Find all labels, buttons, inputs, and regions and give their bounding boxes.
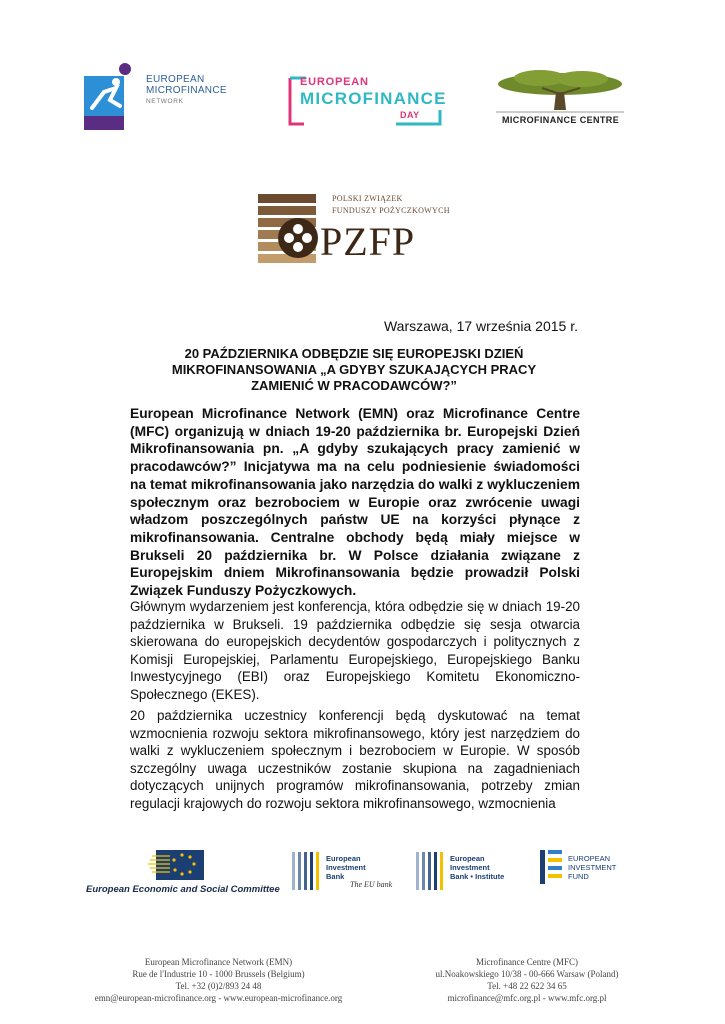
eif-emblem-icon — [538, 848, 566, 898]
eib-logo — [290, 850, 400, 894]
headline — [130, 346, 578, 394]
eib-logo-line3: Bank — [326, 872, 345, 881]
emn-emblem-icon — [80, 62, 142, 132]
eib-logo-text — [326, 854, 366, 881]
tree-icon — [490, 66, 630, 114]
eib-tagline: The EU bank — [350, 880, 393, 889]
emn-logo-text — [146, 74, 227, 107]
footer-emn-phone: Tel. +32 (0)2/893 24 48 — [175, 981, 262, 991]
headline-line3: ZAMIENIĆ W PRACODAWCÓW?” — [251, 378, 457, 393]
mfc-logo — [490, 66, 630, 132]
footer-mfc-name: Microfinance Centre (MFC) — [476, 957, 578, 967]
eibi-logo-text — [450, 854, 504, 881]
emn-logo — [80, 62, 230, 132]
headline-line2: MIKROFINANSOWANIA „A GDYBY SZUKAJĄCYCH PRACY — [171, 362, 537, 377]
eib-stripes-icon — [290, 850, 324, 894]
footer-emn-name: European Microfinance Network (EMN) — [144, 957, 293, 967]
lead-paragraph: European Microfinance Network (EMN) oraz Microfinance Centre (MFC) organizują w dniach 19-20 października br. Europejski Dzień Mikrofinansowania pn. „A gdyby szukających pracy zamienić w pracodawców?” Inicjatywa ma na celu podniesienie świadomości na temat mikrofinansowania jako narzędzia do walki z wykluczeniem społecznym oraz bezrobociem w Europie oraz zwrócenie uwagi władzom poszczególnych państw UE na korzyści płynące z mikrofinansowania. Centralne obchody będą miały miejsce w Brukseli 20 października br. W Polsce działania związane z Europejskim dniem Mikrofinansowania będzie prowadził Polski Związek Funduszy Pożyczkowych. — [130, 406, 580, 599]
pzfp-logo — [258, 190, 458, 270]
emd-logo — [286, 72, 446, 130]
footer-mfc-address — [418, 956, 636, 1004]
emd-logo-line2: MICROFINANCE — [300, 89, 447, 108]
emn-logo-line1: EUROPEAN — [146, 74, 205, 85]
footer-mfc-contact: microfinance@mfc.org.pl - www.mfc.org.pl — [447, 993, 607, 1003]
document-date: Warszawa, 17 września 2015 r. — [383, 318, 578, 334]
eif-logo-line2: INVESTMENT — [568, 863, 617, 872]
eesc-logo — [86, 846, 280, 898]
eif-logo-line1: EUROPEAN — [568, 854, 611, 863]
mfc-logo-text: MICROFINANCE CENTRE — [502, 115, 620, 125]
emn-logo-line2: MICROFINANCE — [146, 85, 227, 96]
eif-logo-line3: FUND — [568, 872, 589, 881]
eibi-logo-line3: Bank • Institute — [450, 872, 505, 881]
eib-institute-logo — [414, 850, 524, 894]
footer-mfc-street: ul.Noakowskiego 10/38 - 00-666 Warsaw (Poland) — [435, 969, 619, 979]
footer-emn-street: Rue de l'Industrie 10 - 1000 Brussels (Belgium) — [132, 969, 305, 979]
body-paragraph: 20 października uczestnicy konferencji będą dyskutować na temat wzmocnienia rozwoju sektora mikrofinansowego, który jest narzędziem do walki z wykluczeniem społecznym i bezrobociem w Europie. W sposób szczególny uwaga uczestników zostanie skupiona na zagadnieniach dotyczących unijnych programów mikrofinansowania, potrzeby zmian regulacji krajowych do rozwoju sektora mikrofinansowego, wzmocnienia — [130, 708, 580, 811]
footer-emn-address — [86, 956, 351, 1004]
pzfp-logo-line1: POLSKI ZWIĄZEK — [332, 194, 403, 203]
eibi-logo-line2: Investment — [450, 863, 490, 872]
pzfp-logo-abbr: PZFP — [320, 219, 416, 264]
eib-logo-line1: European — [326, 854, 361, 863]
eif-logo-text — [568, 854, 616, 881]
footer-emn-contact: emn@european-microfinance.org - www.european-microfinance.org — [94, 993, 343, 1003]
eesc-emblem-icon — [86, 846, 276, 882]
eib-logo-line2: Investment — [326, 863, 366, 872]
footer-mfc-phone: Tel. +48 22 622 34 65 — [487, 981, 567, 991]
emn-logo-line3: NETWORK — [146, 98, 184, 105]
eibi-stripes-icon — [414, 850, 448, 894]
emd-logo-line1: EUROPEAN — [300, 76, 369, 88]
eif-logo — [538, 848, 638, 902]
pzfp-emblem-icon — [258, 194, 320, 270]
eesc-logo-caption: European Economic and Social Committee — [86, 884, 280, 895]
body-paragraph: Głównym wydarzeniem jest konferencja, która odbędzie się w dniach 19-20 października w Brukseli. 19 października odbędzie się sesja otwarcia skierowana do europejskich decydentów gospodarczych i politycznych z Komisji Europejskiej, Parlamentu Europejskiego, Europejskiego Banku Inwestycyjnego (EBI) oraz Europejskiego Komitetu Ekonomiczno-Społecznego (EKES). — [130, 599, 580, 702]
pzfp-logo-line2: FUNDUSZY POŻYCZKOWYCH — [332, 206, 450, 215]
headline-line1: 20 PAŹDZIERNIKA ODBĘDZIE SIĘ EUROPEJSKI DZIEŃ — [184, 346, 524, 361]
emd-logo-line3: DAY — [400, 110, 420, 120]
eibi-logo-line1: European — [450, 854, 485, 863]
